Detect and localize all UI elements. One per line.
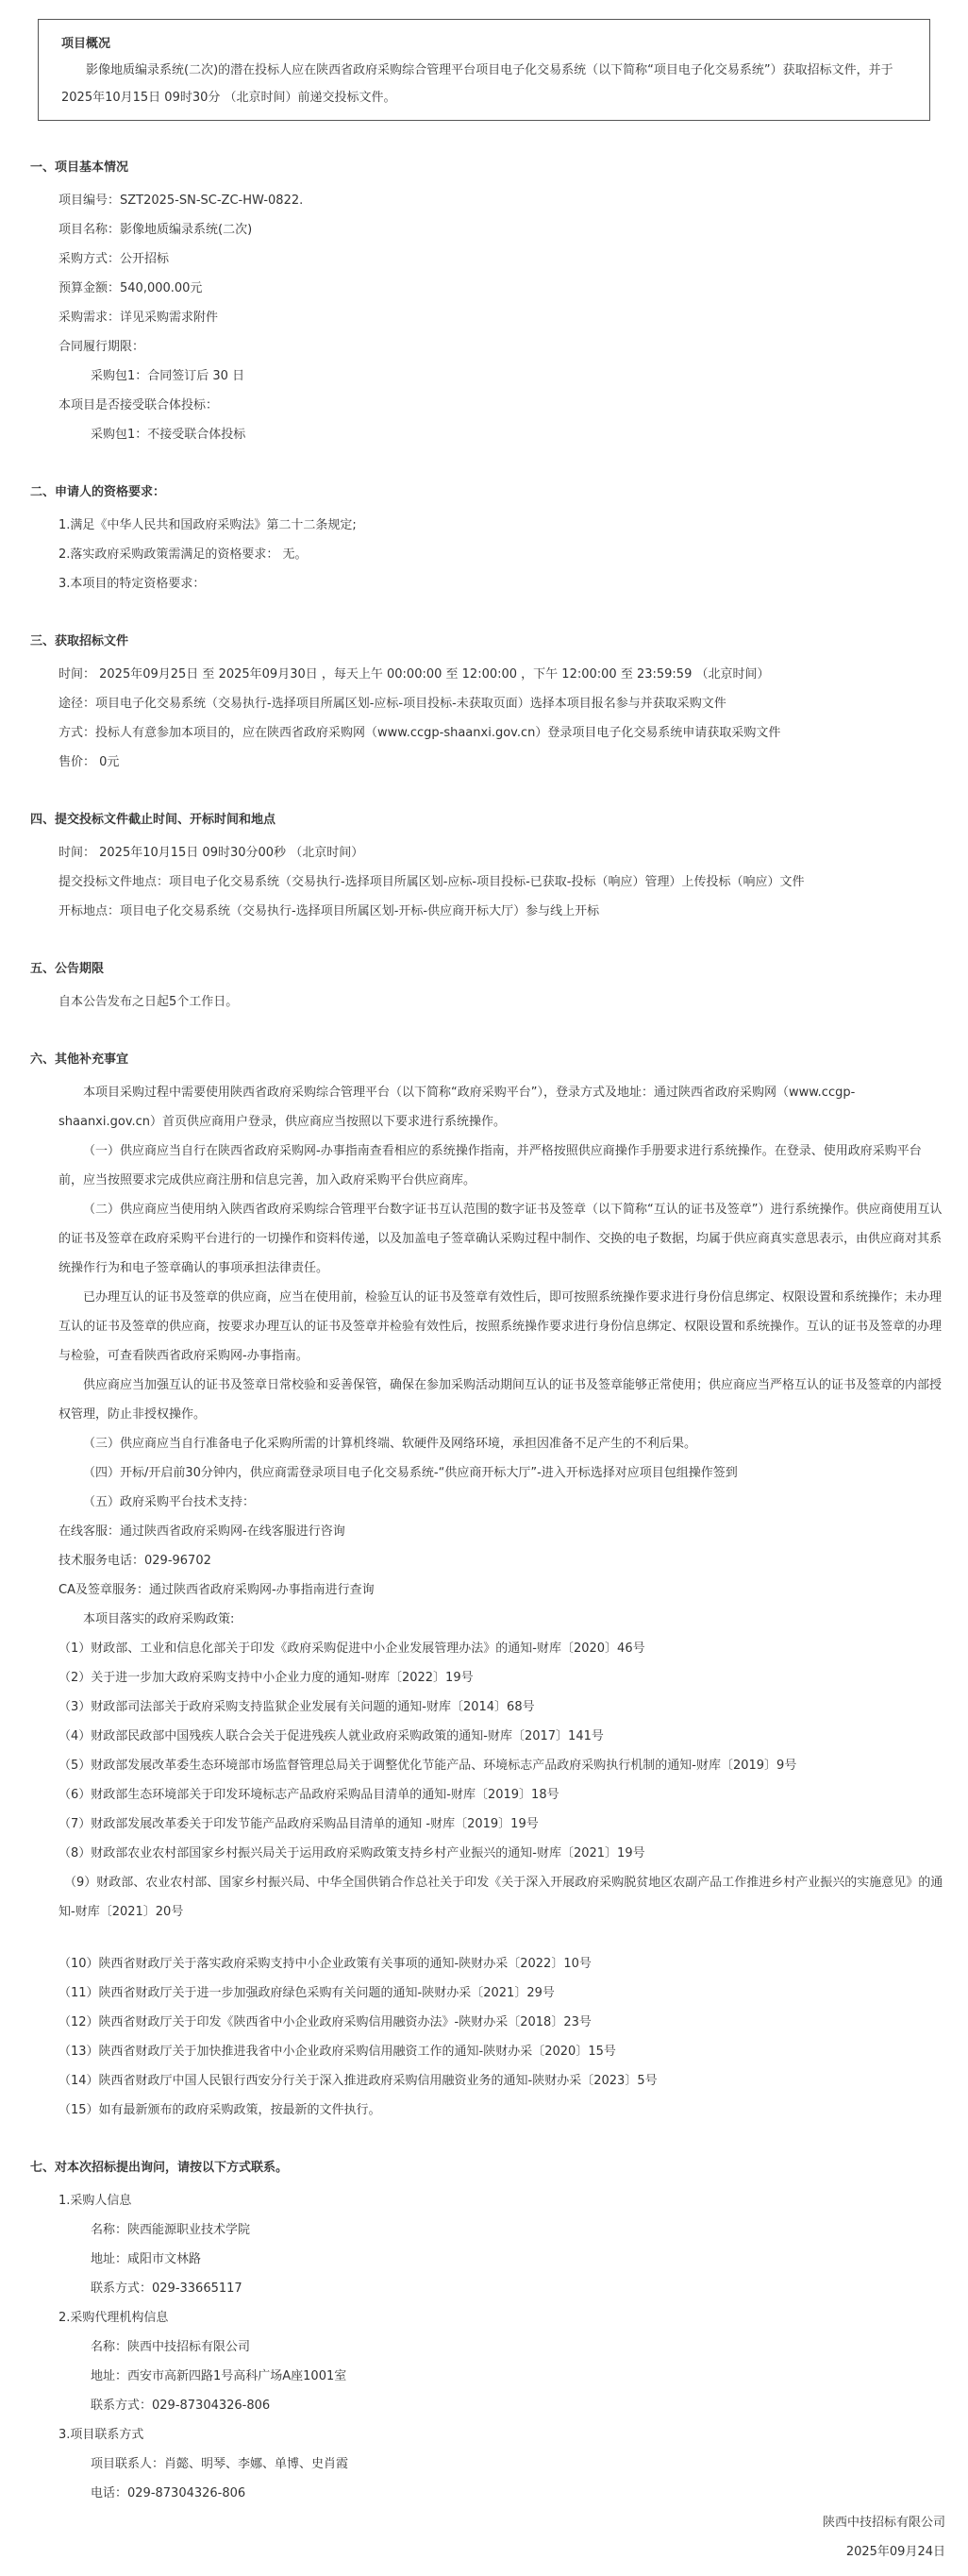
contract-period-package1: 采购包1：合同签订后 30 日 <box>91 369 245 383</box>
policy-item: （6）财政部生态环境部关于印发环境标志产品政府采购品目清单的通知-财库〔2019〕18号 <box>58 1788 559 1802</box>
supplement-paragraph-5: 供应商应当加强互认的证书及签章日常校验和妥善保管，确保在参加采购活动期间互认的证书及签章能够正常使用；供应商应当严格互认的证书及签章的内部授权管理，防止非授权操作。 <box>58 1378 943 1422</box>
agency-info-heading: 2.采购代理机构信息 <box>58 2311 169 2325</box>
policy-item: （13）陕西省财政厅关于加快推进我省中小企业政府采购信用融资工作的通知-陕财办采〔2020〕15号 <box>58 2045 616 2059</box>
contract-period-label: 合同履行期限： <box>58 340 145 354</box>
signature-date: 2025年09月24日 <box>845 2545 945 2559</box>
signature-company: 陕西中技招标有限公司 <box>822 2516 945 2530</box>
project-contact-heading: 3.项目联系方式 <box>58 2428 144 2442</box>
agency-address: 地址：西安市高新四路1号高科广场A座1001室 <box>91 2369 347 2383</box>
supplement-paragraph-7: （四）开标/开启前30分钟内，供应商需登录项目电子化交易系统-“供应商开标大厅”-进入开标选择对应项目包组操作签到 <box>83 1466 738 1480</box>
policy-item: （3）财政部司法部关于政府采购支持监狱企业发展有关问题的通知-财库〔2014〕68号 <box>58 1700 535 1714</box>
policy-intro: 本项目落实的政府采购政策: <box>83 1612 235 1626</box>
policy-item: （9）财政部、农业农村部、国家乡村振兴局、中华全国供销合作总社关于印发《关于深入开展政府采购脱贫地区农副产品工作推进乡村产业振兴的实施意见》的通知-财库〔2021〕20号 <box>58 1876 943 1919</box>
acquire-price: 售价： 0元 <box>58 755 120 769</box>
budget-amount: 预算金额：540,000.00元 <box>58 281 203 295</box>
overview-body: 影像地质编录系统(二次)的潜在投标人应在陕西省政府采购综合管理平台项目电子化交易系统（以下简称“项目电子化交易系统”）获取招标文件，并于 2025年10月15日 09时30分 （北京时间）前递交投标文件。 <box>61 63 893 105</box>
project-name: 项目名称：影像地质编录系统(二次) <box>58 223 253 237</box>
policy-item: （14）陕西省财政厅中国人民银行西安分行关于深入推进政府采购信用融资业务的通知-陕财办采〔2023〕5号 <box>58 2074 658 2088</box>
policy-item: （11）陕西省财政厅关于进一步加强政府绿色采购有关问题的通知-陕财办采〔2021〕29号 <box>58 1986 555 2000</box>
support-online: 在线客服：通过陕西省政府采购网-在线客服进行咨询 <box>58 1524 345 1539</box>
section-7-heading: 七、对本次招标提出询问，请按以下方式联系。 <box>30 2161 289 2175</box>
supplement-paragraph-6: （三）供应商应当自行准备电子化采购所需的计算机终端、软硬件及网络环境，承担因准备不足产生的不利后果。 <box>83 1437 697 1451</box>
qualification-1: 1.满足《中华人民共和国政府采购法》第二十二条规定; <box>58 518 357 532</box>
section-5-heading: 五、公告期限 <box>30 962 105 976</box>
qualification-2: 2.落实政府采购政策需满足的资格要求： 无。 <box>58 547 308 562</box>
policy-item: （12）陕西省财政厅关于印发《陕西省中小企业政府采购信用融资办法》-陕财办采〔2018〕23号 <box>58 2015 592 2029</box>
purchaser-address: 地址：咸阳市文林路 <box>91 2252 202 2266</box>
section-4-heading: 四、提交投标文件截止时间、开标时间和地点 <box>30 813 276 827</box>
consortium-label: 本项目是否接受联合体投标： <box>58 398 219 412</box>
project-contact-person: 项目联系人：肖懿、明琴、李娜、单博、史肖霞 <box>91 2457 349 2471</box>
agency-name: 名称：陕西中技招标有限公司 <box>91 2340 251 2354</box>
supplement-paragraph-3: （二）供应商应当使用纳入陕西省政府采购综合管理平台数字证书互认范围的数字证书及签章（以下简称“互认的证书及签章”）进行系统操作。供应商使用互认的证书及签章在政府采购平台进行的一切操作和资料传递，以及加盖电子签章确认采购过程中制作、交换的电子数据，均属于供应商真实意思表示，由供应商对其系统操作行为和电子签章确认的事项承担法律责任。 <box>58 1203 943 1275</box>
policy-item: （5）财政部发展改革委生态环境部市场监督管理总局关于调整优化节能产品、环境标志产品政府采购执行机制的通知-财库〔2019〕9号 <box>58 1759 797 1773</box>
policy-item: （15）如有最新颁布的政府采购政策，按最新的文件执行。 <box>58 2103 381 2117</box>
section-3-heading: 三、获取招标文件 <box>30 634 129 648</box>
agency-contact: 联系方式：029-87304326-806 <box>91 2399 271 2413</box>
project-number: 项目编号：SZT2025-SN-SC-ZC-HW-0822. <box>58 194 304 208</box>
policy-item: （7）财政部发展改革委关于印发节能产品政府采购品目清单的通知 -财库〔2019〕19号 <box>58 1817 539 1831</box>
policy-item: （8）财政部农业农村部国家乡村振兴局关于运用政府采购政策支持乡村产业振兴的通知-财库〔2021〕19号 <box>58 1846 645 1860</box>
purchaser-contact: 联系方式：029-33665117 <box>91 2281 242 2296</box>
purchaser-name: 名称：陕西能源职业技术学院 <box>91 2223 251 2237</box>
policy-item: （1）财政部、工业和信息化部关于印发《政府采购促进中小企业发展管理办法》的通知-财库〔2020〕46号 <box>58 1642 645 1656</box>
procurement-requirement: 采购需求：详见采购需求附件 <box>58 311 219 325</box>
policy-item: （4）财政部民政部中国残疾人联合会关于促进残疾人就业政府采购政策的通知-财库〔2017〕141号 <box>58 1729 604 1743</box>
support-ca: CA及签章服务：通过陕西省政府采购网-办事指南进行查询 <box>58 1583 375 1597</box>
acquire-method: 方式：投标人有意参加本项目的，应在陕西省政府采购网（www.ccgp-shaanxi.gov.cn）登录项目电子化交易系统申请获取采购文件 <box>58 726 781 740</box>
supplement-paragraph-1: 本项目采购过程中需要使用陕西省政府采购综合管理平台（以下简称“政府采购平台”），登录方式及地址：通过陕西省政府采购网（www.ccgp-shaanxi.gov.cn）首页供应商用户登录，供应商应当按照以下要求进行系统操作。 <box>58 1086 856 1129</box>
acquire-time: 时间： 2025年09月25日 至 2025年09月30日 ，每天上午 00:00:00 至 12:00:00 ，下午 12:00:00 至 23:59:59 （北京时间） <box>58 667 770 682</box>
supplement-paragraph-8: （五）政府采购平台技术支持： <box>83 1495 256 1509</box>
supplement-paragraph-2: （一）供应商应当自行在陕西省政府采购网-办事指南查看相应的系统操作指南，并严格按照供应商操作手册要求进行系统操作。在登录、使用政府采购平台前，应当按照要求完成供应商注册和信息完善，加入政府采购平台供应商库。 <box>58 1144 922 1187</box>
purchaser-info-heading: 1.采购人信息 <box>58 2194 132 2208</box>
policy-item: （10）陕西省财政厅关于落实政府采购支持中小企业政策有关事项的通知-陕财办采〔2022〕10号 <box>58 1957 592 1971</box>
consortium-package1: 采购包1：不接受联合体投标 <box>91 428 246 442</box>
section-6-heading: 六、其他补充事宜 <box>30 1052 129 1067</box>
support-phone: 技术服务电话：029-96702 <box>58 1554 211 1568</box>
qualification-3: 3.本项目的特定资格要求： <box>58 577 206 591</box>
overview-title: 项目概况 <box>61 37 111 51</box>
notice-period: 自本公告发布之日起5个工作日。 <box>58 995 239 1009</box>
project-contact-phone: 电话：029-87304326-806 <box>91 2486 246 2500</box>
opening-place: 开标地点：项目电子化交易系统（交易执行-选择项目所属区划-开标-供应商开标大厅）参与线上开标 <box>58 904 600 918</box>
submission-place: 提交投标文件地点：项目电子化交易系统（交易执行-选择项目所属区划-应标-项目投标-已获取-投标（响应）管理）上传投标（响应）文件 <box>58 875 805 889</box>
policy-item: （2）关于进一步加大政府采购支持中小企业力度的通知-财库〔2022〕19号 <box>58 1671 474 1685</box>
procurement-method: 采购方式：公开招标 <box>58 252 170 266</box>
project-overview-box <box>38 19 930 121</box>
section-2-heading: 二、申请人的资格要求： <box>30 485 166 499</box>
acquire-route: 途径：项目电子化交易系统（交易执行-选择项目所属区划-应标-项目投标-未获取页面）选择本项目报名参与并获取采购文件 <box>58 697 726 711</box>
section-1-heading: 一、项目基本情况 <box>30 160 129 175</box>
deadline-time: 时间： 2025年10月15日 09时30分00秒 （北京时间） <box>58 846 364 860</box>
supplement-paragraph-4: 已办理互认的证书及签章的供应商，应当在使用前，检验互认的证书及签章有效性后，即可按照系统操作要求进行身份信息绑定、权限设置和系统操作；未办理互认的证书及签章的供应商，按要求办理互认的证书及签章并检验有效性后，按照系统操作要求进行身份信息绑定、权限设置和系统操作。互认的证书及签章的办理与检验，可查看陕西省政府采购网-办事指南。 <box>58 1290 943 1363</box>
